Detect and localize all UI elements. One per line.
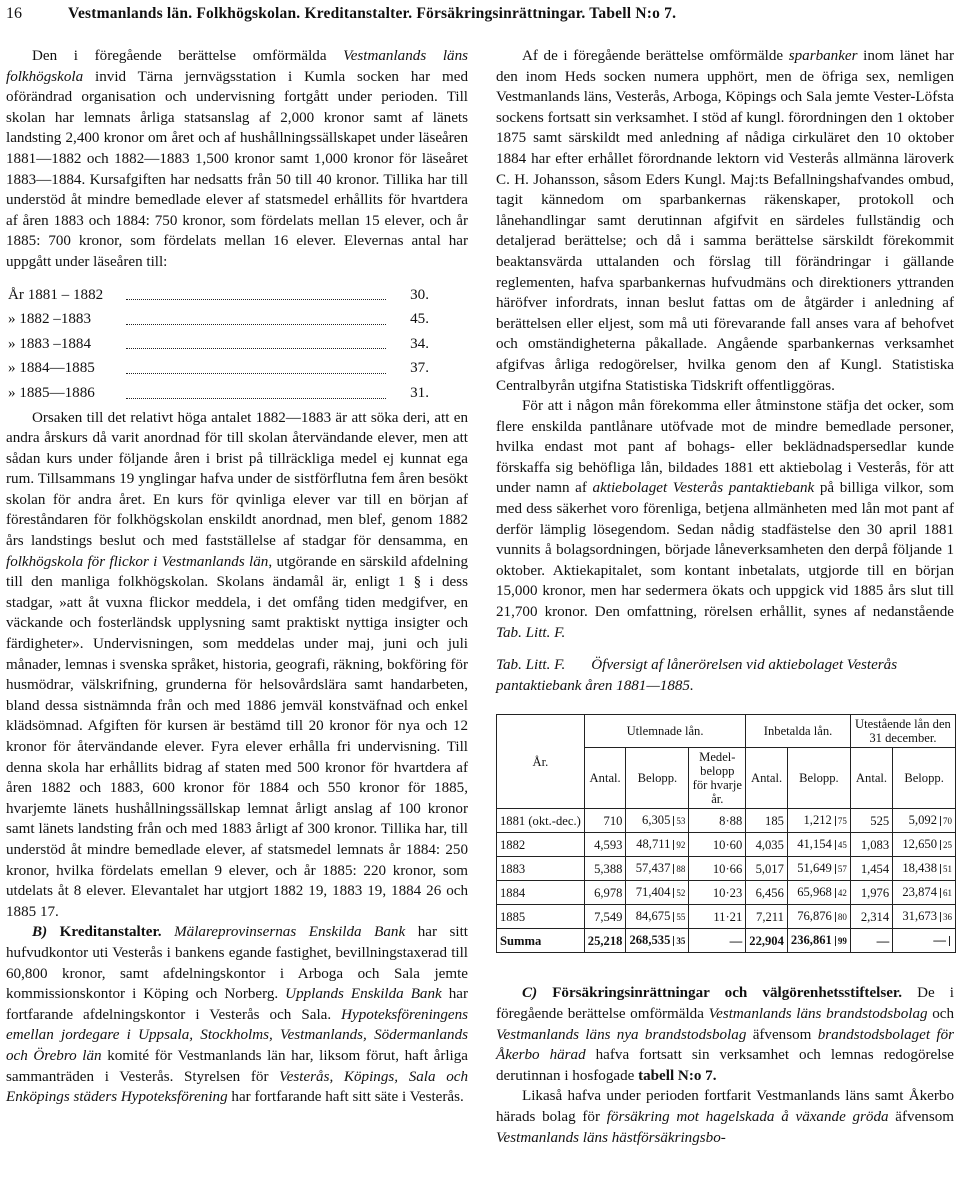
col-header-belopp: Belopp. xyxy=(787,748,850,809)
page-header xyxy=(6,4,950,26)
table-cell: 10·23 xyxy=(689,881,746,905)
table-cell: 6,305 53 xyxy=(626,809,689,833)
col-header-year: År. xyxy=(497,715,585,809)
loan-table-body xyxy=(497,809,956,953)
table-cell: — xyxy=(850,929,892,953)
loan-table xyxy=(496,714,956,953)
col-header-utlemnade: Utlemnade lån. xyxy=(584,715,745,748)
table-sum-row xyxy=(497,929,956,953)
table-cell: 710 xyxy=(584,809,626,833)
left-column xyxy=(6,46,468,1108)
table-cell: 7,211 xyxy=(746,905,788,929)
table-row xyxy=(497,881,956,905)
table-cell: 10·66 xyxy=(689,857,746,881)
table-cell: 71,404 52 xyxy=(626,881,689,905)
enrolment-list xyxy=(6,281,468,404)
table-cell-year: Summa xyxy=(497,929,585,953)
table-cell: — xyxy=(689,929,746,953)
table-row xyxy=(497,905,956,929)
table-cell: 22,904 xyxy=(746,929,788,953)
table-cell: 48,711 92 xyxy=(626,833,689,857)
col-header-antal: Antal. xyxy=(746,748,788,809)
table-cell: 10·60 xyxy=(689,833,746,857)
table-cell: 6,456 xyxy=(746,881,788,905)
hagelskada-paragraph: Likaså hafva under perioden fortfarit Vestmanlands läns samt Åkerbo härads bolag för försäkring mot hagelskada å växande gröda äfvensom Vestmanlands läns hästförsäkringsbo- xyxy=(496,1088,954,1146)
table-cell: 18,438 51 xyxy=(893,857,956,881)
right-column xyxy=(496,46,954,1148)
table-cell: 65,968 42 xyxy=(787,881,850,905)
col-header-inbetalda: Inbetalda lån. xyxy=(746,715,851,748)
table-cell: 4,035 xyxy=(746,833,788,857)
page-number: 16 xyxy=(6,5,22,22)
table-row xyxy=(497,857,956,881)
table-cell-year: 1885 xyxy=(497,905,585,929)
kreditanstalter-paragraph: B) Kreditanstalter. Mälareprovinsernas Enskilda Bank har sitt hufvudkontor uti Vesterås i bankens egande fastighet, bevillningstaxerad till 60,800 kronor, samt afdelningskontor i Arboga och Sala jemte kommissionskontor i Köping och Norberg. Upplands Enskilda Bank har fortfarande afdelningskontor i Vesterås och Sala. Hypoteksföreningens emellan jordegare i Uppsala, Stockholms, Vestmanlands, Södermanlands och Örebro län komité för Vestmanlands län har, liksom förut, haft årliga sammanträden i Vesterås. Styrelsen för Vesterås, Köpings, Sala och Enköpings städers Hypoteksförening har fortfarande haft sitt säte i Vesterås. xyxy=(6,924,469,1106)
table-cell: 1,083 xyxy=(850,833,892,857)
table-cell: 5,388 xyxy=(584,857,626,881)
table-cell: 76,876 80 xyxy=(787,905,850,929)
table-cell: 11·21 xyxy=(689,905,746,929)
enrolment-row: » 1885—1886 31. xyxy=(8,384,429,401)
enrolment-row: » 1883 –1884 34. xyxy=(8,335,429,352)
table-cell-year: 1883 xyxy=(497,857,585,881)
table-cell: 525 xyxy=(850,809,892,833)
running-title: Vestmanlands län. Folkhögskolan. Kreditanstalter. Försäkringsinrättningar. Tabell N:o 7. xyxy=(68,5,677,22)
table-cell: 1,212 75 xyxy=(787,809,850,833)
table-cell: 84,675 55 xyxy=(626,905,689,929)
table-cell: 7,549 xyxy=(584,905,626,929)
table-row xyxy=(497,809,956,833)
table-cell: 2,314 xyxy=(850,905,892,929)
col-header-utestaende: Utestående lån den 31 december. xyxy=(850,715,955,748)
table-cell: 185 xyxy=(746,809,788,833)
col-header-belopp: Belopp. xyxy=(893,748,956,809)
section-b-heading: Kreditanstalter. xyxy=(59,924,162,941)
table-cell: 1,976 xyxy=(850,881,892,905)
folkhogskola-paragraph: Den i föregående berättelse omförmälda Vestmanlands läns folkhögskola invid Tärna jernvägsstation i Kumla socken har med oförändrad organisation och undervisning fortgått under perioden. Till skolan har lemnats årliga statsanslag af 2,000 kronor samt af länets landsting 2,400 kronor om året och af hushållningssällskapet under läseåren 1881—1882 och 1882—1883 1,500 kronor samt 1,000 kronor för läseåret 1883—1884. Kursafgiften har nedsatts från 50 till 40 kronor. Tillika har till understöd åt mindre bemedlade elever af statsmedel erhållits för hvartdera af åren 1883 och 1884: 750 kronor, som fördelats mellan 15 elever, och år 1885: 700 kronor, som fördelats mellan 16 elever. Elevernas antal har uppgått under läseåren till: xyxy=(6,48,468,270)
table-cell: 57,437 88 xyxy=(626,857,689,881)
section-c-heading: Försäkringsinrättningar och välgörenhetsstiftelser. xyxy=(552,985,903,1002)
table-cell: 268,535 35 xyxy=(626,929,689,953)
table-cell: 23,874 61 xyxy=(893,881,956,905)
table-cell: 12,650 25 xyxy=(893,833,956,857)
table-cell: 1,454 xyxy=(850,857,892,881)
enrolment-row: » 1882 –1883 45. xyxy=(8,311,429,328)
table-cell: 236,861 99 xyxy=(787,929,850,953)
table-cell: 8·88 xyxy=(689,809,746,833)
table-caption: Tab. Litt. F. Öfversigt af lånerörelsen vid aktiebolaget Vesterås pantaktiebank åren 1881—1885. xyxy=(496,657,898,694)
sparbanker-paragraph: Af de i föregående berättelse omförmälde sparbanker inom länet har den inom Heds socken numera upphört, men de öfriga sex, nemligen Vestmanlands läns, Vesterås, Arboga, Köpings och Sala jemte Vester-Löfsta sockens fortsatt sin verksamhet. I stöd af kungl. förordningen den 1 oktober 1875 samt särskildt med anledning af nådiga cirkuläret den 10 oktober 1884 har efter erhållet förordnande lektorn vid Vesterås allmänna läroverk C. H. Johansson, såsom Eders Kungl. Maj:ts Befallningshafvandes ombud, tagit kännedom om sparbankernas räkenskaper, protokoll och lånehandlingar samt derutinnan afgifvit en särdeles fullständig och detaljerad berättelse; och då i samma berättelse särskildt förekommit beaktansvärda uttalanden och förslag till förändringar i gällande reglementen, hafva sparbankernas hufvudmäns och direktioners yttranden häröfver infordrats, innan beslut fattas om de åtgärder i anledning af berättelsen eller eljest, som må uti förevarande fall anses vara af behofvet och omständigheterna påkallade. Angående sparbankernas verksamhet afgifvas årliga redogörelser, hvilka genom den af Kungl. Statistiska Centralbyrån utgifna Statistiska Tidskrift offentliggöras. xyxy=(496,48,955,394)
table-cell: 51,649 57 xyxy=(787,857,850,881)
table-cell: 6,978 xyxy=(584,881,626,905)
table-cell: 4,593 xyxy=(584,833,626,857)
table-cell-year: 1882 xyxy=(497,833,585,857)
table-cell-year: 1884 xyxy=(497,881,585,905)
col-header-medelbelopp: Medel-belopp för hvarje år. xyxy=(689,748,746,809)
pantaktiebank-paragraph: För att i någon mån förekomma eller åtminstone stäfja det ocker, som flere enskilda pantlånare utöfvade mot de mindre bemedlade personer, hvilka endast mot pant af bohags- eller beklädnadspersedlar kunde förskaffa sig behöfliga lån, bildades 1881 ett aktiebolag i Vesterås, för att under namn af aktiebolaget Vesterås pantaktiebank på billiga vilkor, som med dess säkerhet voro förenliga, betjena allmänheten med lån mot pant af derför lämplig lösegendom. Sedan nådig stadfästelse den 30 april 1881 vunnits å bolagsordningen, började låneverksamheten den derpå följande 1 oktober. Aktiekapitalet, som kontant inbetalats, utgjorde till en början 15,000 kronor, men har sedermera ökats och uppgick vid 1885 års slut till 21,700 kronor. Den omfattning, rörelsen erhållit, synes af nedanstående Tab. Litt. F. xyxy=(496,398,954,641)
enrolment-row: » 1884—1885 37. xyxy=(8,360,429,377)
table-cell: — xyxy=(893,929,956,953)
enrolment-row: År 1881 – 1882 30. xyxy=(8,286,429,303)
forsakring-paragraph: C) Försäkringsinrättningar och välgörenhetsstiftelser. De i föregående berättelse omförmälda Vestmanlands läns brandstodsbolag och Vestmanlands läns nya brandstodsbolag äfvensom brandstodsbolaget för Åkerbo härad hafva fortsatt sin verksamhet och lemnas redogörelse derutinnan i hosfogade tabell N:o 7. xyxy=(496,985,955,1084)
orsaken-paragraph: Orsaken till det relativt höga antalet 1882—1883 är att söka deri, att en andra årskurs då varit anordnad för till skolan återvändande elever, men att sådan kurs under följande åren i brist på tillräckliga medel ej kunnat ega rum. Tillsammans 19 ynglingar hafva under de sistförflutna fem åren besökt skolan för andra året. En kurs för qvinliga elever var till en början af föreståndaren för folkhögskolan enskildt anordnad, men blef, genom 1882 års landstings beslut och med fastställelse af stadgar för densamma, en folkhögskola för flickor i Vestmanlands län, utgörande en särskild afdelning till den manliga folkhögskolan. Skolans ändamål är, enligt 1 § i dess stadgar, »att åt vuxna flickor meddela, i det omfång tiden medgifver, en väckande och fosterländsk upplysning samt praktiskt nyttiga insigter och färdigheter». Undervisningen, som meddelas under maj, juni och juli månader, lemnas i svenska språket, historia, geografi, räkning, bokföring för husmödrar, välskrifning, grunderna för helsovårdslära samt handarbeten, bland dessa sistnämnda från och med 1886 jemväl konstväfnad och enkel klädsömnad. Afgiften för kursen är bestämd till 20 kronor för nya och 12 kronor för återvändande elever. Fyra elever erhålla fri undervisning. Till denna skola har erhållits bidrag af staten med 500 kronor för hvartdera af åren 1882 och 1883, 600 kronor för 1884 och 550 kronor för 1885, hvarjemte länets hushållningssällskap lemnat årligt anslag af 100 kronor samt länets landsting från och med 1883 årligt af 300 kronor. Tillika har, till understöd åt mindre bemedlade elever, af statsmedel lemnats år 1884: 250 kronor, hvilka fördelats emellan 9 elever, och år 1885: 220 kronor, som utdelats åt 8 elever. Elevantalet har utgjort 1882 19, 1883 19, 1884 26 och 1885 17. xyxy=(6,409,468,920)
table-cell-year: 1881 (okt.-dec.) xyxy=(497,809,585,833)
col-header-belopp: Belopp. xyxy=(626,748,689,809)
table-cell: 31,673 36 xyxy=(893,905,956,929)
table-cell: 5,017 xyxy=(746,857,788,881)
table-cell: 5,092 70 xyxy=(893,809,956,833)
col-header-antal: Antal. xyxy=(584,748,626,809)
table-row xyxy=(497,833,956,857)
col-header-antal: Antal. xyxy=(850,748,892,809)
table-cell: 41,154 45 xyxy=(787,833,850,857)
table-cell: 25,218 xyxy=(584,929,626,953)
